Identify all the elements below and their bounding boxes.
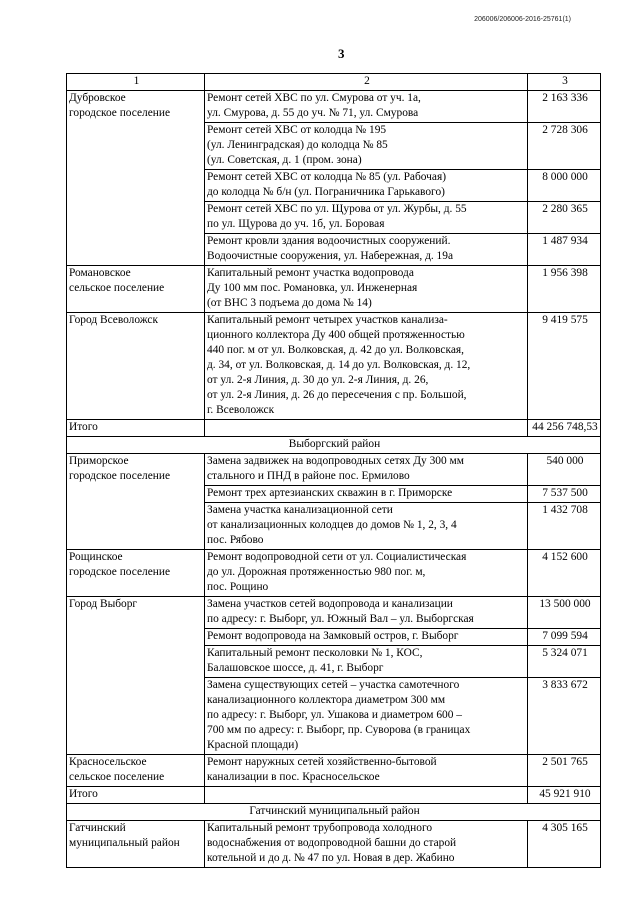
table-header-row: [67, 74, 601, 91]
description-line: до колодца № б/н (ул. Пограничника Гарькавого): [207, 186, 445, 198]
description-line: Ремонт водопроводной сети от ул. Социалистическая: [207, 551, 467, 563]
description-line: водоснабжения от водопроводной башни до старой: [207, 837, 457, 849]
work-description: [205, 91, 528, 123]
description-line: до ул. Дорожная протяженностью 980 пог. м,: [207, 566, 426, 578]
description-line: Капитальный ремонт участка водопровода: [207, 267, 414, 279]
description-line: Водоочистные сооружения, ул. Набережная, д. 19а: [207, 250, 454, 262]
amount-cell: 8 000 000: [528, 170, 601, 202]
amount-cell: 1 956 398: [528, 266, 601, 313]
work-description: [205, 170, 528, 202]
settlement-name-line: городское поселение: [69, 470, 171, 482]
description-line: д. 34, от ул. Волковская, д. 14 до ул. Волковская, д. 12,: [207, 359, 471, 371]
amount-cell: 4 305 165: [528, 821, 601, 868]
document-id: 206006/206006-2016-25761(1): [474, 16, 571, 23]
settlement-name: [67, 550, 205, 597]
work-description: [205, 597, 528, 629]
settlement-name-line: муниципальный район: [69, 837, 180, 849]
description-line: канализации в пос. Красносельское: [207, 771, 380, 783]
settlement-name-line: Город Выборг: [69, 598, 138, 610]
description-line: Ремонт наружных сетей хозяйственно-бытовой: [207, 756, 437, 768]
description-line: 700 мм по адресу: г. Выборг, пр. Суворова (в границах: [207, 724, 471, 736]
settlement-name-line: сельское поселение: [69, 282, 165, 294]
work-description: [205, 503, 528, 550]
section-row: [67, 437, 601, 454]
allocation-table: [66, 73, 601, 868]
description-line: Капитальный ремонт песколовки № 1, КОС,: [207, 647, 423, 659]
work-description: [205, 123, 528, 170]
section-title: Выборгский район: [67, 437, 601, 454]
description-line: Замена задвижек на водопроводных сетях Ду 300 мм: [207, 455, 464, 467]
description-line: Замена существующих сетей – участка самотечного: [207, 679, 460, 691]
description-line: по адресу: г. Выборг, ул. Южный Вал – ул. Выборгская: [207, 613, 474, 625]
description-line: канализационного коллектора диаметром 300 мм: [207, 694, 446, 706]
description-line: Ремонт сетей ХВС по ул. Щурова от ул. Журбы, д. 55: [207, 203, 467, 215]
amount-cell: 1 487 934: [528, 234, 601, 266]
work-description: [205, 202, 528, 234]
total-label: Итого: [67, 420, 205, 437]
total-row: [67, 420, 601, 437]
section-title: Гатчинский муниципальный район: [67, 804, 601, 821]
settlement-name: [67, 821, 205, 868]
amount-cell: 2 163 336: [528, 91, 601, 123]
settlement-name-line: Рощинское: [69, 551, 123, 563]
amount-cell: 540 000: [528, 454, 601, 486]
description-line: Ремонт сетей ХВС от колодца № 85 (ул. Рабочая): [207, 171, 447, 183]
description-line: (от ВНС 3 подъема до дома № 14): [207, 297, 372, 309]
settlement-name: [67, 313, 205, 420]
settlement-name-line: городское поселение: [69, 566, 171, 578]
amount-cell: 9 419 575: [528, 313, 601, 420]
table-row: [67, 266, 601, 313]
table-row: [67, 313, 601, 420]
settlement-name-line: городское поселение: [69, 107, 171, 119]
work-description: [205, 486, 528, 503]
description-line: Капитальный ремонт трубопровода холодного: [207, 822, 433, 834]
work-description: [205, 755, 528, 787]
empty-cell: [205, 420, 528, 437]
amount-cell: 2 280 365: [528, 202, 601, 234]
section-row: [67, 804, 601, 821]
description-line: от ул. 2-я Линия, д. 30 до ул. 2-я Линия, д. 26,: [207, 374, 429, 386]
description-line: Ду 100 мм пос. Романовка, ул. Инженерная: [207, 282, 418, 294]
table-row: [67, 550, 601, 597]
settlement-name-line: сельское поселение: [69, 771, 165, 783]
empty-cell: [205, 787, 528, 804]
page-number: 3: [338, 46, 345, 61]
settlement-name-line: Дубровское: [69, 92, 126, 104]
settlement-name-line: Город Всеволожск: [69, 314, 159, 326]
table-row: [67, 821, 601, 868]
total-amount: 44 256 748,53: [528, 420, 601, 437]
description-line: (ул. Ленинградская) до колодца № 85: [207, 139, 388, 151]
table-row: [67, 597, 601, 629]
table-row: [67, 91, 601, 123]
column-header: 1: [67, 74, 205, 91]
amount-cell: 2 501 765: [528, 755, 601, 787]
table-row: [67, 755, 601, 787]
amount-cell: 7 099 594: [528, 629, 601, 646]
description-line: Ремонт водопровода на Замковый остров, г. Выборг: [207, 630, 459, 642]
description-line: 440 пог. м от ул. Волковская, д. 42 до ул. Волковская,: [207, 344, 464, 356]
work-description: [205, 234, 528, 266]
total-label: Итого: [67, 787, 205, 804]
total-row: [67, 787, 601, 804]
work-description: [205, 821, 528, 868]
amount-cell: 5 324 071: [528, 646, 601, 678]
description-line: по ул. Щурова до уч. 1б, ул. Боровая: [207, 218, 385, 230]
description-line: Красной площади): [207, 739, 299, 751]
description-line: Ремонт сетей ХВС от колодца № 195: [207, 124, 387, 136]
settlement-name-line: Романовское: [69, 267, 131, 279]
settlement-name-line: Гатчинский: [69, 822, 126, 834]
work-description: [205, 629, 528, 646]
description-line: г. Всеволожск: [207, 404, 275, 416]
description-line: Замена участков сетей водопровода и канализации: [207, 598, 453, 610]
description-line: по адресу: г. Выборг, ул. Ушакова и диаметром 600 –: [207, 709, 462, 721]
work-description: [205, 266, 528, 313]
settlement-name: [67, 597, 205, 755]
amount-cell: 13 500 000: [528, 597, 601, 629]
total-amount: 45 921 910: [528, 787, 601, 804]
amount-cell: 1 432 708: [528, 503, 601, 550]
column-header: 3: [528, 74, 601, 91]
description-line: (ул. Советская, д. 1 (пром. зона): [207, 154, 362, 166]
settlement-name: [67, 454, 205, 550]
description-line: ул. Смурова, д. 55 до уч. № 71, ул. Смурова: [207, 107, 419, 119]
description-line: Капитальный ремонт четырех участков канализа-: [207, 314, 448, 326]
work-description: [205, 678, 528, 755]
description-line: котельной и до д. № 47 по ул. Новая в дер. Жабино: [207, 852, 455, 864]
column-header: 2: [205, 74, 528, 91]
amount-cell: 2 728 306: [528, 123, 601, 170]
description-line: Балашовское шоссе, д. 41, г. Выборг: [207, 662, 384, 674]
work-description: [205, 550, 528, 597]
description-line: Ремонт кровли здания водоочистных сооружений.: [207, 235, 451, 247]
description-line: стального и ПНД в районе пос. Ермилово: [207, 470, 410, 482]
work-description: [205, 313, 528, 420]
description-line: ционного коллектора Ду 400 общей протяженностью: [207, 329, 465, 341]
description-line: Замена участка канализационной сети: [207, 504, 393, 516]
description-line: от ул. 2-я Линия, д. 26 до пересечения с пр. Большой,: [207, 389, 467, 401]
settlement-name: [67, 91, 205, 266]
work-description: [205, 454, 528, 486]
settlement-name: [67, 755, 205, 787]
description-line: Ремонт трех артезианских скважин в г. Приморске: [207, 487, 453, 499]
settlement-name-line: Красносельское: [69, 756, 147, 768]
description-line: пос. Рябово: [207, 534, 264, 546]
description-line: от канализационных колодцев до домов № 1, 2, 3, 4: [207, 519, 457, 531]
table-row: [67, 454, 601, 486]
description-line: Ремонт сетей ХВС по ул. Смурова от уч. 1а,: [207, 92, 421, 104]
amount-cell: 3 833 672: [528, 678, 601, 755]
settlement-name: [67, 266, 205, 313]
amount-cell: 7 537 500: [528, 486, 601, 503]
settlement-name-line: Приморское: [69, 455, 129, 467]
work-description: [205, 646, 528, 678]
description-line: пос. Рощино: [207, 581, 269, 593]
amount-cell: 4 152 600: [528, 550, 601, 597]
